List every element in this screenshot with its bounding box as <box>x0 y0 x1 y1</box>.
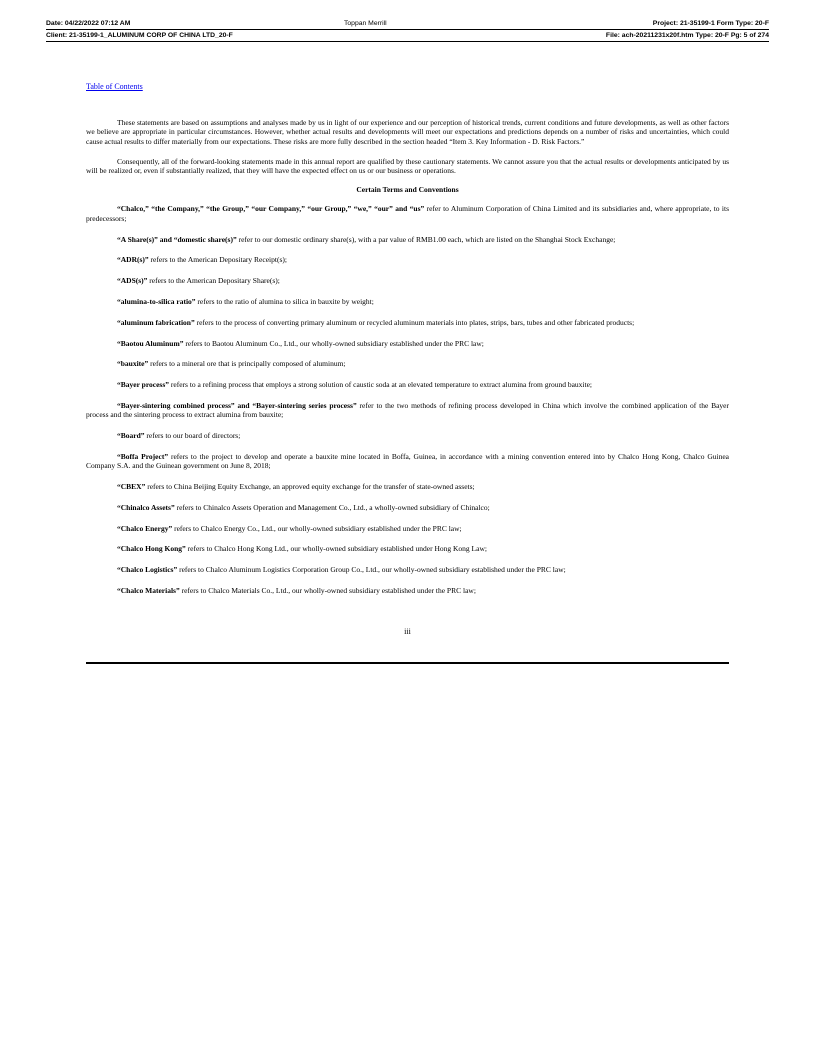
term-text: refers to a refining process that employs a strong solution of caustic soda at an elevated temperature to extract alumina from ground bauxite; <box>169 380 593 390</box>
term-label: “CBEX” <box>117 481 146 491</box>
term-label: “ADR(s)” <box>117 255 149 265</box>
term-label: “Chalco Logistics” <box>117 565 178 575</box>
terms-list <box>86 204 729 595</box>
term-label: “aluminum fabrication” <box>117 317 195 327</box>
term-definition <box>86 482 729 491</box>
term-definition <box>86 318 729 327</box>
page-number: iii <box>404 627 411 636</box>
term-text: refers to Chalco Materials Co., Ltd., our wholly-owned subsidiary established under the PRC law; <box>179 585 476 595</box>
header-project: Project: 21-35199-1 Form Type: 20-F <box>652 20 769 27</box>
table-of-contents-link[interactable]: Table of Contents <box>86 82 143 91</box>
term-definition <box>86 255 729 264</box>
term-text: refer to our domestic ordinary share(s), with a par value of RMB1.00 each, which are listed on the Shanghai Stock Exchange; <box>236 234 616 244</box>
term-definition <box>86 276 729 285</box>
header-date: Date: 04/22/2022 07:12 AM <box>46 20 131 27</box>
term-text: refers to the project to develop and operate a bauxite mine located in Boffa, Guinea, in accordance with a mining convention entered into by Chalco Hong Kong, Chalco Guinea Company S.A. and the Guinean government on June 8, 2018; <box>86 451 729 471</box>
term-text: refers to the process of converting primary aluminum or recycled aluminum materials into plates, strips, bars, tubes and other fabricated products; <box>194 317 635 327</box>
term-definition <box>86 297 729 306</box>
term-text: refers to Chalco Aluminum Logistics Corporation Group Co., Ltd., our wholly-owned subsidiary established under the PRC law; <box>177 565 566 575</box>
term-label: “alumina-to-silica ratio” <box>117 296 196 306</box>
term-label: “Chalco Materials” <box>117 585 180 595</box>
header-file: File: ach-20211231x20f.htm Type: 20-F Pg: 5 of 274 <box>605 32 769 39</box>
term-label: “Chinalco Assets” <box>117 502 175 512</box>
header-vendor: Toppan Merrill <box>344 20 387 27</box>
term-text: refers to Chinalco Assets Operation and Management Co., Ltd., a wholly-owned subsidiary of Chinalco; <box>174 502 490 512</box>
term-text: refer to the two methods of refining process developed in China which involve the combined application of the Bayer process and the sintering process to extract alumina from bauxite; <box>86 400 729 420</box>
term-label: “Bayer process” <box>117 380 170 390</box>
term-label: “Boffa Project” <box>117 451 169 461</box>
term-text: refers to the ratio of alumina to silica in bauxite by weight; <box>195 296 374 306</box>
term-label: “ADS(s)” <box>117 276 148 286</box>
document-body <box>86 118 729 607</box>
term-definition <box>86 544 729 553</box>
body-paragraph: Consequently, all of the forward-looking statements made in this annual report are qualified by these cautionary statements. We cannot assure you that the actual results or developments anticipated by us will be realized or, even if substantially realized, that they will have the expected effect on us or our business or operations. <box>86 157 729 176</box>
term-text: refers to the American Depositary Share(s); <box>147 276 280 286</box>
header-bottom-divider <box>46 41 769 42</box>
term-definition <box>86 401 729 420</box>
term-text: refer to Aluminum Corporation of China Limited and its subsidiaries and, where appropriate, to its predecessors; <box>86 204 729 223</box>
term-label: “A Share(s)” and “domestic share(s)” <box>117 234 237 244</box>
term-text: refers to a mineral ore that is principally composed of aluminum; <box>148 359 346 369</box>
term-text: refers to Chalco Energy Co., Ltd., our wholly-owned subsidiary established under the PRC law; <box>172 523 462 533</box>
term-text: refers to Chalco Hong Kong Ltd., our wholly-owned subsidiary established under Hong Kong Law; <box>185 544 487 554</box>
term-text: refers to the American Depositary Receipt(s); <box>148 255 287 265</box>
term-label: “Chalco Hong Kong” <box>117 544 186 554</box>
term-label: “Baotou Aluminum” <box>117 338 184 348</box>
header-divider <box>46 29 769 30</box>
term-definition <box>86 339 729 348</box>
term-text: refers to China Beijing Equity Exchange, an approved equity exchange for the transfer of state-owned assets; <box>145 481 475 491</box>
term-definition <box>86 380 729 389</box>
term-label: “bauxite” <box>117 359 149 369</box>
footer-divider <box>86 662 729 664</box>
term-definition <box>86 565 729 574</box>
term-definition <box>86 431 729 440</box>
term-definition <box>86 359 729 368</box>
term-label: “Bayer-sintering combined process” and “Bayer-sintering series process” <box>117 400 357 410</box>
term-text: refers to our board of directors; <box>144 431 241 441</box>
term-label: “Chalco,” “the Company,” “the Group,” “our Company,” “our Group,” “we,” “our” and “us” <box>117 204 425 214</box>
term-definition <box>86 524 729 533</box>
term-text: refers to Baotou Aluminum Co., Ltd., our wholly-owned subsidiary established under the PRC law; <box>183 338 484 348</box>
term-definition <box>86 235 729 244</box>
term-definition <box>86 503 729 512</box>
section-title: Certain Terms and Conventions <box>356 184 459 194</box>
term-label: “Chalco Energy” <box>117 523 173 533</box>
term-definition <box>86 586 729 595</box>
term-label: “Board” <box>117 431 145 441</box>
term-definition <box>86 204 729 223</box>
body-paragraph: These statements are based on assumptions and analyses made by us in light of our experience and our perception of historical trends, current conditions and future developments, as well as other factors we believe are appropriate in particular circumstances. However, whether actual results and developments will meet our expectations and predictions depends on a number of risks and uncertainties, which could cause actual results to differ materially from our expectations. These risks are more fully described in the section headed “Item 3. Key Information - D. Risk Factors.” <box>86 118 729 146</box>
header-client: Client: 21-35199-1_ALUMINUM CORP OF CHINA LTD_20-F <box>46 32 233 39</box>
term-definition <box>86 452 729 471</box>
